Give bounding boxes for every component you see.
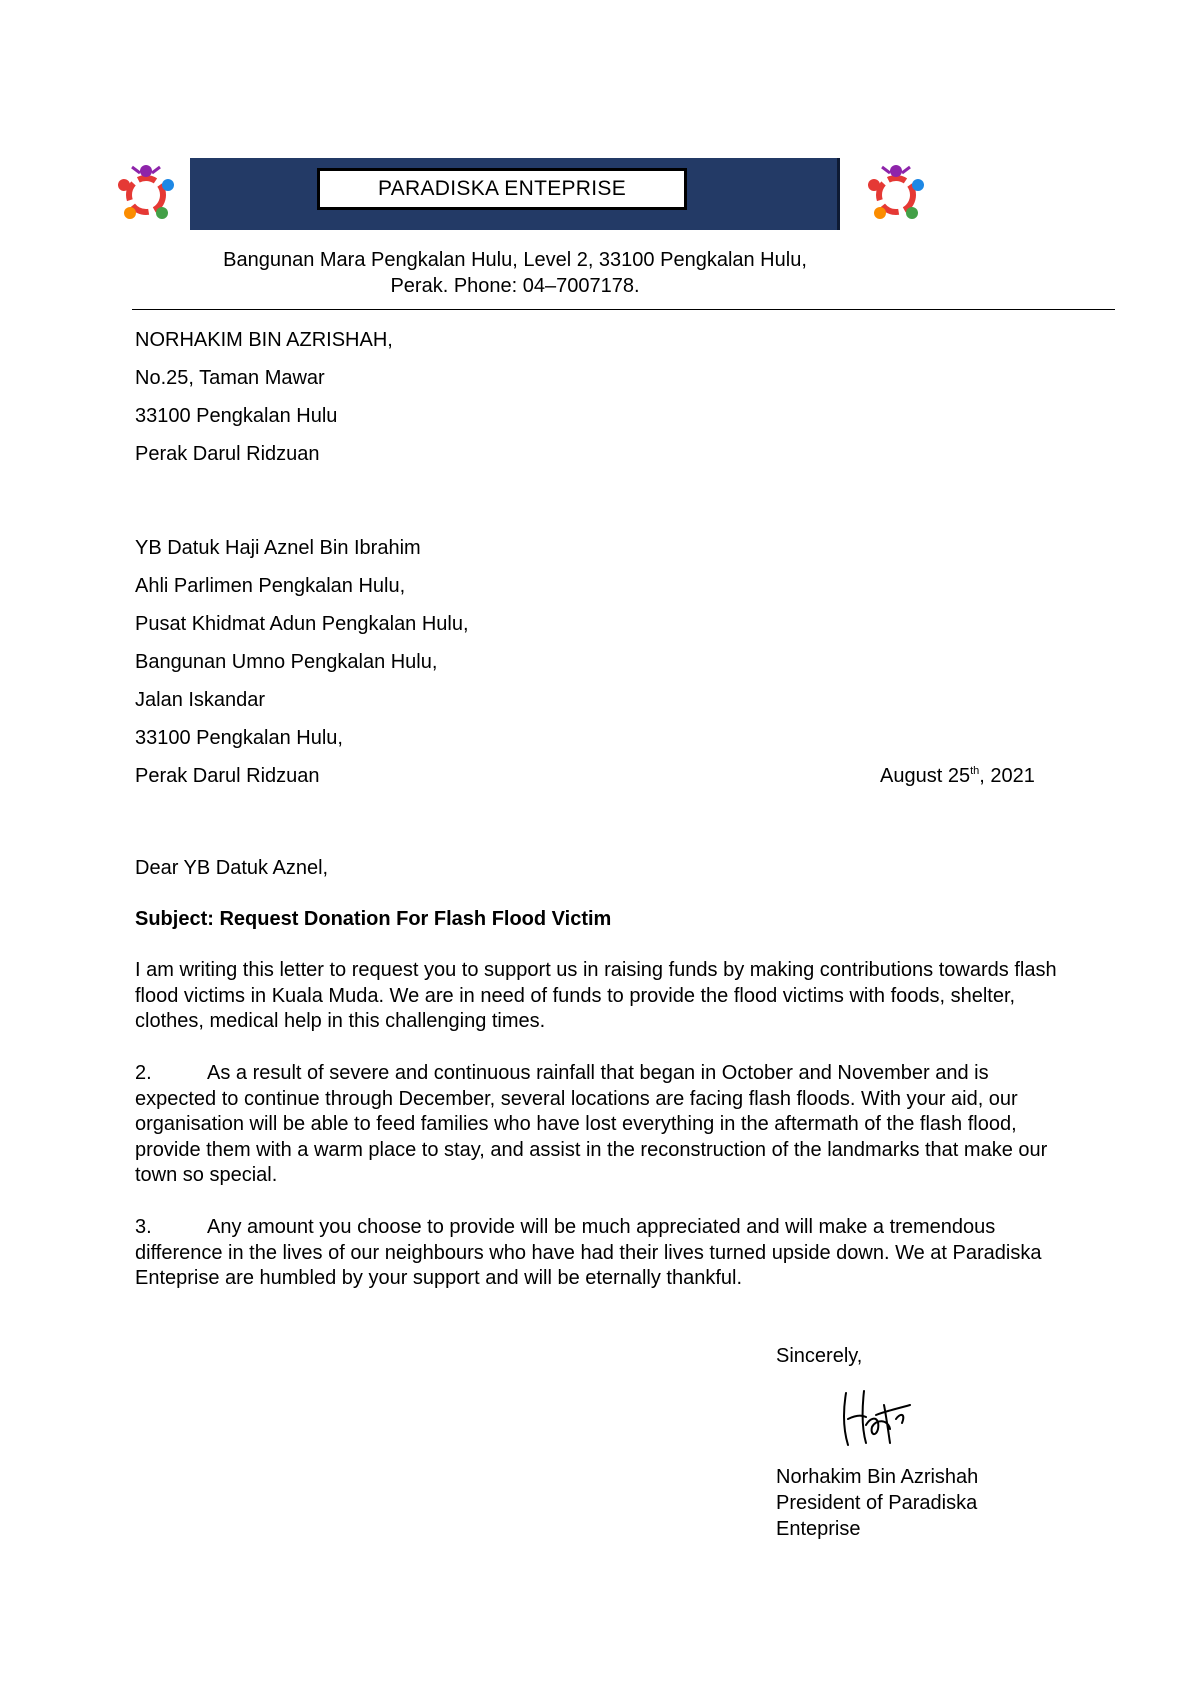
paragraph-number: 2. (135, 1062, 152, 1084)
recipient-line: Bangunan Umno Pengkalan Hulu, (135, 651, 438, 673)
people-circle-logo-icon (100, 160, 192, 230)
subject-line: Subject: Request Donation For Flash Flood Victim (135, 908, 612, 930)
recipient-line: Jalan Iskandar (135, 689, 266, 711)
body-paragraph-2 (135, 1061, 1060, 1189)
paragraph-number: 3. (135, 1216, 152, 1238)
signer-name: Norhakim Bin Azrishah (776, 1466, 979, 1488)
recipient-line: Pusat Khidmat Adun Pengkalan Hulu, (135, 613, 469, 635)
recipient-line: 33100 Pengkalan Hulu, (135, 727, 343, 749)
salutation: Dear YB Datuk Aznel, (135, 857, 329, 879)
recipient-line: Ahli Parlimen Pengkalan Hulu, (135, 575, 406, 597)
letterhead-divider (132, 309, 1115, 310)
date-year: , 2021 (979, 765, 1035, 787)
company-address-line-2: Perak. Phone: 04–7007178. (390, 275, 640, 297)
valediction: Sincerely, (776, 1345, 863, 1367)
recipient-line: YB Datuk Haji Aznel Bin Ibrahim (135, 537, 421, 559)
paragraph-text: Any amount you choose to provide will be much appreciated and will make a tremendous difference in the lives of our neighbours who have had their lives turned upside down. We at Paradiska Enteprise are humbled by your support and will be eternally thankful. (135, 1216, 1042, 1289)
body-paragraph-1: I am writing this letter to request you to support us in raising funds by making contributions towards flash flood victims in Kuala Muda. We are in need of funds to provide the flood victims with foods, shelter, clothes, medical help in this challenging times. (135, 959, 1057, 1032)
sender-address-line: 33100 Pengkalan Hulu (135, 405, 338, 427)
people-circle-logo-icon (850, 160, 942, 230)
sender-address-line: No.25, Taman Mawar (135, 367, 325, 389)
company-name: PARADISKA ENTEPRISE (317, 168, 687, 210)
letter-date (880, 764, 1035, 788)
paragraph-text: As a result of severe and continuous rainfall that began in October and November and is expected to continue through December, several locations are facing flash floods. With your aid, our organisation will be able to feed families who have lost everything in the aftermath of the flash flood, provide them with a warm place to stay, and assist in the reconstruction of the landmarks that make our town so special. (135, 1062, 1048, 1186)
sender-address-line: Perak Darul Ridzuan (135, 443, 320, 465)
letterhead-banner (190, 158, 840, 230)
handwritten-signature-icon (836, 1385, 916, 1451)
recipient-line: Perak Darul Ridzuan (135, 765, 320, 787)
date-month-day: August 25 (880, 765, 971, 787)
sender-name: NORHAKIM BIN AZRISHAH, (135, 329, 393, 351)
signer-title: President of Paradiska (776, 1492, 978, 1514)
signer-title: Enteprise (776, 1518, 861, 1540)
company-address-line-1: Bangunan Mara Pengkalan Hulu, Level 2, 33100 Pengkalan Hulu, (223, 249, 807, 271)
date-suffix: th (970, 765, 980, 777)
body-paragraph-3 (135, 1215, 1060, 1292)
